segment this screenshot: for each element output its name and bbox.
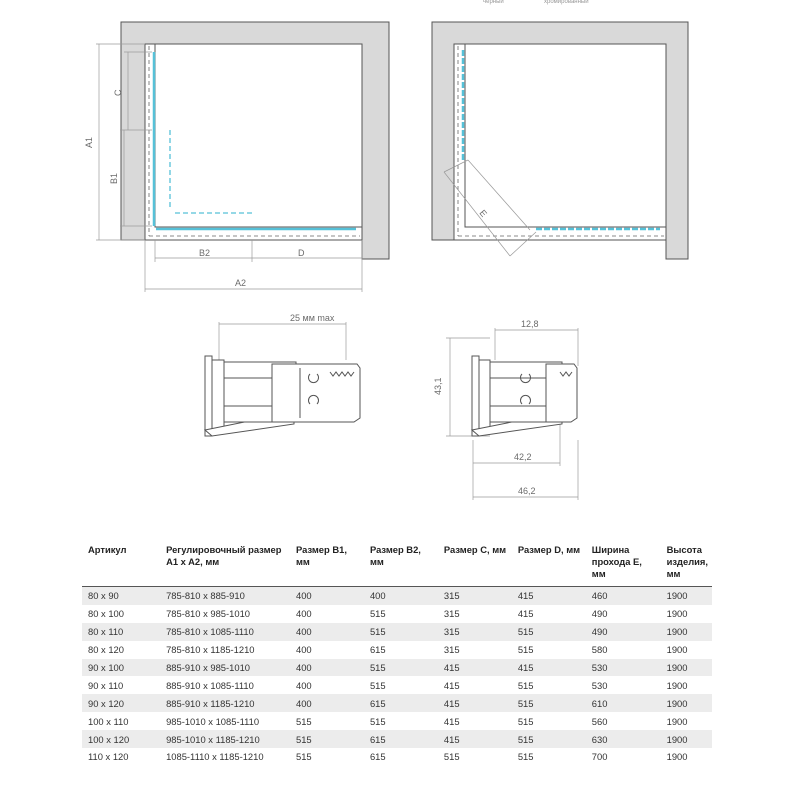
- table-cell: 400: [290, 641, 364, 659]
- label-b2: B2: [199, 248, 211, 258]
- top-label-right: хромированный: [544, 0, 589, 5]
- dim-height: 43,1: [433, 377, 443, 395]
- plan-left: [84, 22, 389, 292]
- table-cell: 80 x 120: [82, 641, 160, 659]
- table-cell: 515: [512, 712, 586, 730]
- table-cell: 415: [438, 676, 512, 694]
- table-cell: 515: [512, 641, 586, 659]
- table-cell: 90 x 100: [82, 659, 160, 677]
- header-article: Артикул: [82, 540, 160, 587]
- table-cell: 1900: [661, 659, 712, 677]
- table-cell: 80 x 90: [82, 587, 160, 605]
- table-cell: 785-810 x 885-910: [160, 587, 290, 605]
- table-cell: 610: [586, 694, 661, 712]
- table-cell: 515: [512, 676, 586, 694]
- table-cell: 415: [512, 605, 586, 623]
- table-cell: 785-810 x 1085-1110: [160, 623, 290, 641]
- table-row: [82, 605, 712, 623]
- table-cell: 315: [438, 605, 512, 623]
- table-cell: 110 x 120: [82, 748, 160, 766]
- table-cell: 315: [438, 587, 512, 605]
- specs-table: [82, 540, 712, 766]
- table-cell: 630: [586, 730, 661, 748]
- profile-left: [205, 313, 360, 436]
- header-adjust-size: Регулировочный размер A1 x A2, мм: [160, 540, 290, 587]
- table-cell: 885-910 x 985-1010: [160, 659, 290, 677]
- table-cell: 515: [512, 748, 586, 766]
- table-cell: 515: [438, 748, 512, 766]
- table-cell: 515: [512, 623, 586, 641]
- table-cell: 100 x 110: [82, 712, 160, 730]
- table-cell: 90 x 120: [82, 694, 160, 712]
- table-cell: 515: [512, 694, 586, 712]
- table-row: [82, 748, 712, 766]
- table-cell: 400: [290, 605, 364, 623]
- table-cell: 785-810 x 1185-1210: [160, 641, 290, 659]
- table-cell: 885-910 x 1085-1110: [160, 676, 290, 694]
- table-header-row: [82, 540, 712, 587]
- table-cell: 1900: [661, 748, 712, 766]
- header-height: Высота изделия, мм: [661, 540, 712, 587]
- table-cell: 1900: [661, 587, 712, 605]
- table-cell: 515: [364, 623, 438, 641]
- header-e: Ширина прохода E, мм: [586, 540, 661, 587]
- table-cell: 985-1010 x 1085-1110: [160, 712, 290, 730]
- table-cell: 1900: [661, 730, 712, 748]
- table-cell: 515: [364, 712, 438, 730]
- table-cell: 530: [586, 676, 661, 694]
- plan-right: [432, 22, 688, 259]
- table-cell: 400: [290, 623, 364, 641]
- table-cell: 1085-1110 x 1185-1210: [160, 748, 290, 766]
- table-cell: 1900: [661, 605, 712, 623]
- profile-right: [433, 319, 578, 500]
- table-cell: 415: [438, 694, 512, 712]
- label-a2: A2: [235, 278, 247, 288]
- dim-width-top: 12,8: [521, 319, 539, 329]
- table-row: [82, 730, 712, 748]
- table-cell: 90 x 110: [82, 676, 160, 694]
- table-row: [82, 676, 712, 694]
- table-cell: 580: [586, 641, 661, 659]
- table-cell: 315: [438, 641, 512, 659]
- label-c: C: [113, 89, 123, 96]
- table-cell: 560: [586, 712, 661, 730]
- table-cell: 885-910 x 1185-1210: [160, 694, 290, 712]
- label-a1: A1: [84, 136, 94, 148]
- header-b1: Размер B1, мм: [290, 540, 364, 587]
- dim-inner-width: 42,2: [514, 452, 532, 462]
- table-cell: 460: [586, 587, 661, 605]
- dim-25mm-max: 25 мм max: [290, 313, 335, 323]
- table-cell: 80 x 110: [82, 623, 160, 641]
- table-cell: 415: [438, 659, 512, 677]
- header-b2: Размер B2, мм: [364, 540, 438, 587]
- table-cell: 490: [586, 623, 661, 641]
- top-label-left: черный: [483, 0, 504, 5]
- header-c: Размер C, мм: [438, 540, 512, 587]
- table-body: [82, 587, 712, 766]
- table-cell: 1900: [661, 676, 712, 694]
- table-cell: 400: [364, 587, 438, 605]
- table-cell: 785-810 x 985-1010: [160, 605, 290, 623]
- table-cell: 415: [512, 659, 586, 677]
- dim-outer-width: 46,2: [518, 486, 536, 496]
- label-d: D: [298, 248, 305, 258]
- wall-corner: [432, 22, 688, 259]
- table-cell: 400: [290, 694, 364, 712]
- table-cell: 515: [290, 748, 364, 766]
- table-cell: 415: [512, 587, 586, 605]
- table-cell: 615: [364, 748, 438, 766]
- table-row: [82, 623, 712, 641]
- table-cell: 515: [290, 730, 364, 748]
- table-cell: 1900: [661, 623, 712, 641]
- table-cell: 400: [290, 659, 364, 677]
- label-b1: B1: [109, 172, 119, 184]
- table-cell: 315: [438, 623, 512, 641]
- header-d: Размер D, мм: [512, 540, 586, 587]
- table-cell: 80 x 100: [82, 605, 160, 623]
- table-cell: 615: [364, 730, 438, 748]
- table-cell: 615: [364, 641, 438, 659]
- table-row: [82, 587, 712, 605]
- table-row: [82, 712, 712, 730]
- table-cell: 415: [438, 730, 512, 748]
- label-e: E: [477, 207, 489, 219]
- table-cell: 700: [586, 748, 661, 766]
- table-cell: 985-1010 x 1185-1210: [160, 730, 290, 748]
- table-cell: 515: [364, 605, 438, 623]
- table-cell: 490: [586, 605, 661, 623]
- shower-tray: [145, 44, 362, 240]
- table-cell: 400: [290, 676, 364, 694]
- table-cell: 1900: [661, 712, 712, 730]
- table-cell: 530: [586, 659, 661, 677]
- table-cell: 1900: [661, 641, 712, 659]
- wall-corner: [121, 22, 389, 259]
- table-cell: 1900: [661, 694, 712, 712]
- table-cell: 615: [364, 694, 438, 712]
- table-cell: 515: [364, 676, 438, 694]
- table-cell: 515: [364, 659, 438, 677]
- table-row: [82, 659, 712, 677]
- table-row: [82, 694, 712, 712]
- table-cell: 515: [512, 730, 586, 748]
- table-cell: 415: [438, 712, 512, 730]
- table-cell: 100 x 120: [82, 730, 160, 748]
- table-row: [82, 641, 712, 659]
- table-cell: 400: [290, 587, 364, 605]
- table-cell: 515: [290, 712, 364, 730]
